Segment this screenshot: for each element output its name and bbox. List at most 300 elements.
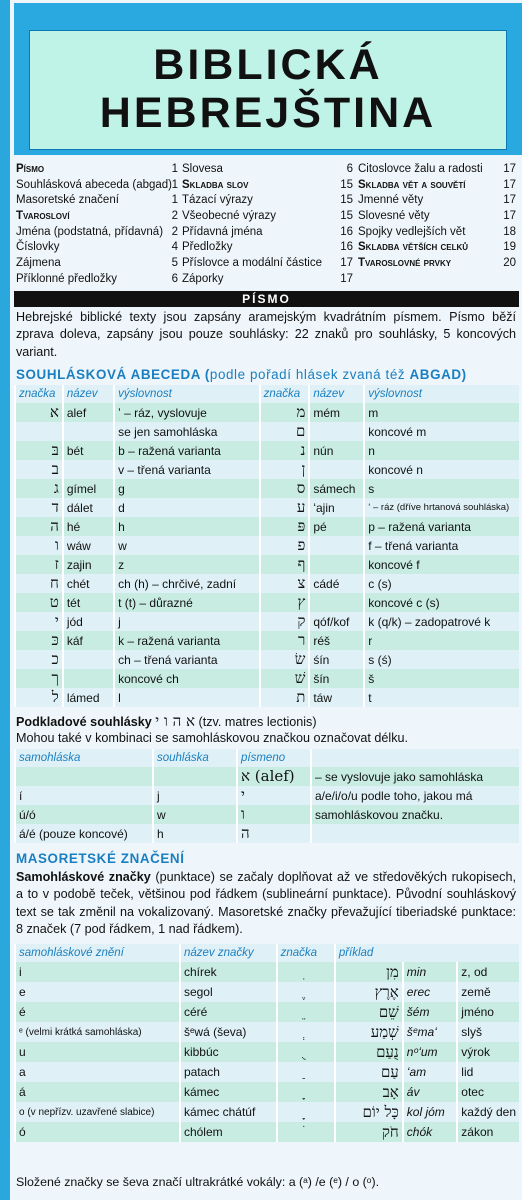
toc-item-page: 1 (171, 178, 178, 191)
table-cell: wáw (63, 536, 114, 555)
table-cell (311, 824, 519, 843)
toc-column-2 (182, 162, 353, 288)
toc-item (16, 256, 178, 272)
table-row (15, 403, 519, 422)
table-cell: a (15, 1062, 180, 1082)
toc-column-1 (16, 162, 178, 288)
toc-item (182, 225, 353, 241)
toc-item (16, 225, 178, 241)
toc-item-page: 1 (171, 194, 178, 207)
transliteration: chók (403, 1122, 458, 1142)
abgad-table (14, 385, 519, 707)
toc-item (182, 193, 353, 209)
table-cell: dálet (63, 498, 114, 517)
toc-item-page: 17 (503, 210, 516, 223)
hebrew-letter: ץ (260, 593, 310, 612)
toc-item (358, 178, 516, 194)
toc-item-page: 17 (340, 272, 353, 285)
column-header: samohláskové znění (15, 944, 180, 962)
table-row (15, 612, 519, 631)
matres-line (16, 712, 317, 731)
table-cell (63, 460, 114, 479)
hebrew-letter: ל (15, 688, 63, 707)
toc-item-page: 6 (346, 163, 353, 175)
abgad-heading-end: ABGAD) (409, 367, 467, 382)
transliteration: šém (403, 1002, 458, 1022)
toc-item-page: 2 (171, 225, 178, 238)
toc-item-page: 16 (340, 241, 353, 254)
toc-item-page: 19 (503, 241, 516, 254)
toc-item (358, 162, 516, 178)
transliteration: nᵒʻum (403, 1042, 458, 1062)
hebrew-letter: ו (15, 536, 63, 555)
table-cell: alef (63, 403, 114, 422)
toc-item-label: Tvarosloví (16, 210, 70, 223)
toc-item (182, 162, 353, 178)
toc-item-label: Skladba větších celků (358, 241, 469, 254)
hebrew-letter: ח (15, 574, 63, 593)
table-cell: ʼ – ráz, vyslovuje (114, 403, 260, 422)
table-cell: káf (63, 631, 114, 650)
table-cell: é (15, 1002, 180, 1022)
column-header: název (309, 385, 364, 403)
column-header: značka (15, 385, 63, 403)
table-cell: chírek (180, 962, 277, 982)
toc-item-page: 17 (503, 178, 516, 191)
toc-item-label: Předložky (182, 241, 233, 254)
table-row (15, 688, 519, 707)
title-box (29, 30, 507, 150)
table-cell: w (153, 805, 237, 824)
hebrew-letter: י (15, 612, 63, 631)
table-cell: k (q/k) – zadopatrové k (364, 612, 519, 631)
toc-item (16, 240, 178, 256)
hebrew-letter: כּ (15, 631, 63, 650)
table-row (15, 805, 519, 824)
toc-item (358, 193, 516, 209)
hebrew-letter: מ (260, 403, 310, 422)
column-header: souhláska (153, 749, 237, 767)
table-cell: koncové m (364, 422, 519, 441)
vowel-sign: ֶ (277, 982, 335, 1002)
column-header: písmeno (237, 749, 311, 767)
table-row (15, 1122, 519, 1142)
masoretic-table (14, 944, 519, 1142)
hebrew-letter: כ (15, 650, 63, 669)
hebrew-example: כָּל יוֹם (335, 1102, 403, 1122)
table-cell: á (15, 1082, 180, 1102)
masoretic-heading: MASORETSKÉ ZNAČENÍ (16, 851, 185, 866)
toc-item-label: Citoslovce žalu a radosti (358, 163, 483, 175)
abgad-heading-main: SOUHLÁSKOVÁ ABECEDA ( (16, 367, 210, 382)
translation: z, od (457, 962, 519, 982)
toc-item-page: 18 (503, 225, 516, 238)
title-line-1: BIBLICKÁ (153, 41, 383, 89)
table-row (15, 962, 519, 982)
table-row (15, 767, 519, 786)
toc-item-label: Zájmena (16, 257, 61, 270)
table-cell: jód (63, 612, 114, 631)
table-cell: í (15, 786, 153, 805)
hebrew-example: נֻעַם (335, 1042, 403, 1062)
table-row (15, 555, 519, 574)
transliteration: áv (403, 1082, 458, 1102)
toc-item-label: Souhlásková abeceda (abgad) (16, 178, 173, 191)
hebrew-letter: שׂ (260, 650, 310, 669)
table-cell: o (v nepřízv. uzavřené slabice) (15, 1102, 180, 1122)
column-header: značka (277, 944, 335, 962)
table-cell (309, 422, 364, 441)
table-cell: v – třená varianta (114, 460, 260, 479)
table-row (15, 536, 519, 555)
matres-label: Podkladové souhlásky (16, 715, 152, 729)
translation: slyš (457, 1022, 519, 1042)
table-cell: i (15, 962, 180, 982)
translation: jméno (457, 1002, 519, 1022)
toc-item (16, 209, 178, 225)
table-row (15, 786, 519, 805)
table-cell: nún (309, 441, 364, 460)
hebrew-letter (15, 422, 63, 441)
table-cell: b – ražená varianta (114, 441, 260, 460)
table-cell (63, 669, 114, 688)
table-row (15, 824, 519, 843)
toc-item-label: Slovesné věty (358, 210, 430, 223)
table-cell: šᵉwá (ševa) (180, 1022, 277, 1042)
toc-item-page: 17 (503, 194, 516, 207)
table-cell: bét (63, 441, 114, 460)
hebrew-example: שְׁמַע (335, 1022, 403, 1042)
table-cell (309, 593, 364, 612)
hebrew-example: חֹק (335, 1122, 403, 1142)
matres-hebrew: א ה ו י (155, 712, 196, 730)
table-cell: t (t) – důrazné (114, 593, 260, 612)
toc-item-page: 15 (340, 194, 353, 207)
toc-item-page: 17 (503, 163, 516, 175)
table-row (15, 1082, 519, 1102)
hebrew-letter: ז (15, 555, 63, 574)
toc-item-page: 1 (171, 163, 178, 175)
transliteration: kol jóm (403, 1102, 458, 1122)
hebrew-letter: א (15, 403, 63, 422)
table-cell: lámed (63, 688, 114, 707)
hebrew-letter: ע (260, 498, 310, 517)
column-header: název (63, 385, 114, 403)
table-cell: r (364, 631, 519, 650)
vowel-sign: ָ (277, 1102, 335, 1122)
table-row (15, 441, 519, 460)
table-row (15, 669, 519, 688)
vowel-sign: ִ (277, 962, 335, 982)
hebrew-example: שֵׁם (335, 1002, 403, 1022)
toc-item (358, 225, 516, 241)
toc-item-label: Skladba vět a souvětí (358, 178, 466, 191)
toc-item-page: 4 (171, 241, 178, 254)
table-cell: s (364, 479, 519, 498)
hebrew-example: אָב (335, 1082, 403, 1102)
toc-item (182, 240, 353, 256)
transliteration: erec (403, 982, 458, 1002)
table-row (15, 479, 519, 498)
masoretic-paragraph (16, 869, 516, 939)
table-cell: – se vyslovuje jako samohláska (311, 767, 519, 786)
table-cell: cádé (309, 574, 364, 593)
table-row (15, 517, 519, 536)
table-cell: c (s) (364, 574, 519, 593)
hebrew-letter: ה (237, 824, 311, 843)
table-cell: s (ś) (364, 650, 519, 669)
masoretic-para-bold: Samohláskové značky (16, 870, 151, 884)
table-cell: j (114, 612, 260, 631)
toc-item-page: 20 (503, 257, 516, 270)
hebrew-example: אֶרֶץ (335, 982, 403, 1002)
table-cell: w (114, 536, 260, 555)
table-cell: chét (63, 574, 114, 593)
matres-header-row (15, 749, 519, 767)
table-cell: kámec chátúf (180, 1102, 277, 1122)
table-cell (63, 422, 114, 441)
table-row (15, 1002, 519, 1022)
table-row (15, 1042, 519, 1062)
table-cell: z (114, 555, 260, 574)
hebrew-letter: פּ (260, 517, 310, 536)
vowel-sign: ֵ (277, 1002, 335, 1022)
table-cell: śín (309, 650, 364, 669)
table-cell: j (153, 786, 237, 805)
toc-item-label: Tvaroslovné prvky (358, 257, 452, 270)
table-of-contents (16, 162, 516, 286)
toc-item (358, 209, 516, 225)
table-cell: koncové ch (114, 669, 260, 688)
vowel-sign: ַ (277, 1062, 335, 1082)
table-cell: gímel (63, 479, 114, 498)
table-cell: ch – třená varianta (114, 650, 260, 669)
table-row (15, 574, 519, 593)
vowel-sign: ֻ (277, 1042, 335, 1062)
toc-item (16, 272, 178, 288)
table-cell: h (153, 824, 237, 843)
toc-item-page: 15 (340, 178, 353, 191)
toc-item (182, 272, 353, 288)
hebrew-letter: ך (15, 669, 63, 688)
table-cell: ʻajin (309, 498, 364, 517)
transliteration: ʻam (403, 1062, 458, 1082)
table-row (15, 631, 519, 650)
abgad-heading-note: podle pořadí hlásek zvaná též (209, 367, 410, 382)
table-row (15, 982, 519, 1002)
column-header: samohláska (15, 749, 153, 767)
hebrew-letter: ו (237, 805, 311, 824)
toc-item-page: 6 (171, 272, 178, 285)
table-cell: táw (309, 688, 364, 707)
table-cell: sámech (309, 479, 364, 498)
table-cell (15, 767, 153, 786)
translation: každý den (457, 1102, 519, 1122)
table-cell: pé (309, 517, 364, 536)
masoretic-header-row (15, 944, 519, 962)
toc-item-label: Přídavná jména (182, 225, 263, 238)
table-cell (309, 536, 364, 555)
table-cell: tét (63, 593, 114, 612)
hebrew-letter: ף (260, 555, 310, 574)
abgad-heading (16, 367, 467, 382)
hebrew-letter: ג (15, 479, 63, 498)
table-cell: patach (180, 1062, 277, 1082)
toc-item-label: Číslovky (16, 241, 60, 254)
table-cell (63, 650, 114, 669)
toc-item-label: Jmenné věty (358, 194, 424, 207)
table-cell: céré (180, 1002, 277, 1022)
table-cell: t (364, 688, 519, 707)
column-header: značka (260, 385, 310, 403)
hebrew-letter: שׁ (260, 669, 310, 688)
toc-item (358, 256, 516, 272)
hebrew-letter: ס (260, 479, 310, 498)
matres-table (14, 749, 519, 843)
hebrew-letter: ה (15, 517, 63, 536)
hebrew-example: מִן (335, 962, 403, 982)
table-cell: se jen samohláska (114, 422, 260, 441)
toc-item (182, 178, 353, 194)
table-cell: kámec (180, 1082, 277, 1102)
toc-item-label: Příklonné předložky (16, 272, 117, 285)
table-cell: šín (309, 669, 364, 688)
empty-cell (311, 749, 519, 767)
toc-item-page: 16 (340, 225, 353, 238)
hebrew-letter: ם (260, 422, 310, 441)
transliteration: šᵉmaʻ (403, 1022, 458, 1042)
table-cell: samohláskovou značku. (311, 805, 519, 824)
hebrew-letter: ב (15, 460, 63, 479)
abgad-header-row (15, 385, 519, 403)
toc-item-label: Písmo (16, 163, 45, 175)
table-cell: l (114, 688, 260, 707)
hebrew-letter: ת (260, 688, 310, 707)
table-cell: hé (63, 517, 114, 536)
toc-item (182, 209, 353, 225)
table-cell: ú/ó (15, 805, 153, 824)
table-cell: p – ražená varianta (364, 517, 519, 536)
table-cell: e (15, 982, 180, 1002)
toc-item-label: Tázací výrazy (182, 194, 253, 207)
toc-column-3 (358, 162, 516, 272)
hebrew-example: עַם (335, 1062, 403, 1082)
hebrew-letter: נ (260, 441, 310, 460)
hebrew-letter: א (alef) (237, 767, 311, 786)
table-cell: segol (180, 982, 277, 1002)
matres-note: (tzv. matres lectionis) (198, 715, 317, 729)
side-stripe (0, 0, 10, 1200)
column-header: výslovnost (114, 385, 260, 403)
table-cell (309, 555, 364, 574)
matres-line-2: Mohou také v kombinaci se samohláskovou značkou označovat délku. (16, 731, 409, 745)
column-header: název značky (180, 944, 277, 962)
table-cell: k – ražená varianta (114, 631, 260, 650)
table-cell: mém (309, 403, 364, 422)
hebrew-letter: י (237, 786, 311, 805)
toc-item (358, 240, 516, 256)
toc-item-page: 15 (340, 210, 353, 223)
table-cell: qóf/kof (309, 612, 364, 631)
table-cell: réš (309, 631, 364, 650)
table-row (15, 1062, 519, 1082)
table-cell: koncové n (364, 460, 519, 479)
hebrew-letter: ן (260, 460, 310, 479)
table-cell: ó (15, 1122, 180, 1142)
table-cell: ᵉ (velmi krátká samohláska) (15, 1022, 180, 1042)
vowel-sign: ֹ (277, 1122, 335, 1142)
hebrew-letter: ד (15, 498, 63, 517)
table-cell: m (364, 403, 519, 422)
toc-item-page: 17 (340, 257, 353, 270)
toc-item (16, 178, 178, 194)
table-row (15, 593, 519, 612)
table-cell: n (364, 441, 519, 460)
toc-item-page: 2 (171, 210, 178, 223)
hebrew-letter: צ (260, 574, 310, 593)
hebrew-letter: ט (15, 593, 63, 612)
table-row (15, 460, 519, 479)
toc-item (16, 193, 178, 209)
table-cell: á/é (pouze koncové) (15, 824, 153, 843)
table-cell: u (15, 1042, 180, 1062)
table-cell: a/e/i/o/u podle toho, jakou má (311, 786, 519, 805)
table-cell (309, 460, 364, 479)
table-cell: g (114, 479, 260, 498)
table-cell: kibbúc (180, 1042, 277, 1062)
table-cell: f – třená varianta (364, 536, 519, 555)
table-cell: d (114, 498, 260, 517)
pismo-intro: Hebrejské biblické texty jsou zapsány aramejským kvadrátním písmem. Písmo běží zprava doleva, zapsány jsou pouze souhlásky: 22 znaků pro souhlásky, 5 koncových variant. (16, 310, 516, 359)
vowel-sign: ְ (277, 1022, 335, 1042)
translation: zákon (457, 1122, 519, 1142)
table-cell: š (364, 669, 519, 688)
table-cell: koncové f (364, 555, 519, 574)
table-row (15, 498, 519, 517)
table-cell: ch (h) – chrčivé, zadní (114, 574, 260, 593)
vowel-sign: ָ (277, 1082, 335, 1102)
table-row (15, 422, 519, 441)
title-line-2: HEBREJŠTINA (99, 89, 437, 137)
translation: lid (457, 1062, 519, 1082)
table-cell: chólem (180, 1122, 277, 1142)
column-header: příklad (335, 944, 519, 962)
hebrew-letter: פ (260, 536, 310, 555)
toc-item-label: Skladba slov (182, 178, 249, 191)
compound-signs-note: Složené značky se ševa značí ultrakrátké vokály: a (ᵃ) /e (ᵉ) / o (ᵒ). (16, 1175, 380, 1189)
toc-item-label: Slovesa (182, 163, 223, 175)
table-row (15, 650, 519, 669)
section-title-pismo: PÍSMO (14, 291, 519, 307)
masoretic-para-text: (punktace) se začaly doplňovat až ve středověkých rukopisech, a to v podobě teček, většinou pod řádkem (sublineární punktace). Původní souhláskový text se tak změnil na vokalizovaný. Masoretské značky převažující tiberiadské punktace: 8 značek (7 pod řádkem, 1 nad řádkem). (16, 870, 516, 937)
table-cell: zajin (63, 555, 114, 574)
column-header: výslovnost (364, 385, 519, 403)
toc-item-label: Příslovce a modální částice (182, 257, 322, 270)
table-cell: h (114, 517, 260, 536)
table-cell: ʻ – ráz (dříve hrtanová souhláska) (364, 498, 519, 517)
table-row (15, 1022, 519, 1042)
toc-item (182, 256, 353, 272)
toc-item-label: Jména (podstatná, přídavná) (16, 225, 164, 238)
hebrew-letter: בּ (15, 441, 63, 460)
translation: otec (457, 1082, 519, 1102)
toc-item (16, 162, 178, 178)
table-row (15, 1102, 519, 1122)
table-cell: koncové c (s) (364, 593, 519, 612)
toc-item-label: Všeobecné výrazy (182, 210, 276, 223)
translation: výrok (457, 1042, 519, 1062)
toc-item-page: 5 (171, 257, 178, 270)
